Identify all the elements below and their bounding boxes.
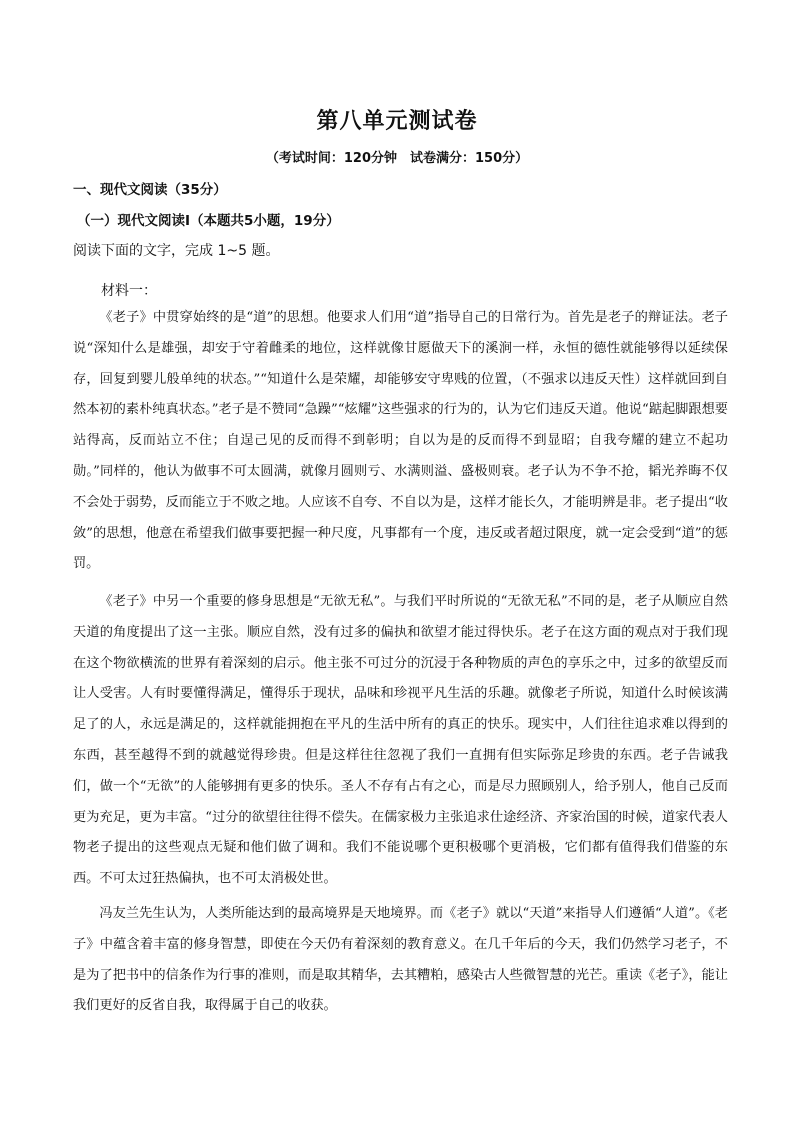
paragraph: 《老子》中贯穿始终的是“道”的思想。他要求人们用“道”指导自己的日常行为。首先是老子的辩证法。老子说“深知什么是雄强，却安于守着雌柔的地位，这样就像甘愿做天下的溪涧一样，永恒的德性就能够得以延续保存，回复到婴儿般单纯的状态。”“知道什么是荣耀，却能够安守卑贱的位置，（不强求以违反天性）这样就回到自然本初的素朴纯真状态。”老子是不赞同“急躁”“炫耀”这些强求的行为的，认为它们违反天道。他说“踮起脚跟想要站得高，反而站立不住；自逞己见的反而得不到彰明；自以为是的反而得不到显昭；自我夸耀的建立不起功勋。”同样的，他认为做事不可太圆满，就像月圆则亏、水满则溢、盛极则衰。老子认为不争不抢，韬光养晦不仅不会处于弱势，反而能立于不败之地。人应该不自夸、不自以为是，这样才能长久，才能明辨是非。老子提出“收敛”的思想，他意在希望我们做事要把握一种尺度，凡事都有一个度，违反或者超过限度，就一定会受到“道”的惩罚。 bbox=[73, 310, 728, 572]
section-heading: 一、现代文阅读（35分） bbox=[73, 182, 227, 198]
exam-info: （考试时间：120分钟 试卷满分：150分） bbox=[265, 151, 529, 166]
page-title: 第八单元测试卷 bbox=[316, 109, 478, 134]
subsection-heading: （一）现代文阅读Ⅰ（本题共5小题，19分） bbox=[77, 213, 340, 229]
reading-instruction: 阅读下面的文字，完成 1~5 题。 bbox=[73, 243, 280, 259]
paragraph: 《老子》中另一个重要的修身思想是“无欲无私”。与我们平时所说的“无欲无私”不同的是，老子从顺应自然天道的角度提出了这一主张。顺应自然，没有过多的偏执和欲望才能过得快乐。老子在这方面的观点对于我们现在这个物欲横流的世界有着深刻的启示。他主张不可过分的沉浸于各种物质的声色的享乐之中，过多的欲望反而让人受害。人有时要懂得满足，懂得乐于现状，品味和珍视平凡生活的乐趣。就像老子所说，知道什么时候该满足了的人，永远是满足的，这样就能拥抱在平凡的生活中所有的真正的快乐。现实中，人们往往追求难以得到的东西，甚至越得不到的就越觉得珍贵。但是这样往往忽视了我们一直拥有但实际弥足珍贵的东西。老子告诫我们，做一个“无欲”的人能够拥有更多的快乐。圣人不存有占有之心，而是尽力照顾别人，给予别人，他自己反而更为充足，更为丰富。“过分的欲望往往得不偿失。在儒家极力主张追求仕途经济、齐家治国的时候，道家代表人物老子提出的这些观点无疑和他们做了调和。我们不能说哪个更积极哪个更消极，它们都有值得我们借鉴的东西。不可太过狂热偏执，也不可太消极处世。 bbox=[73, 594, 728, 887]
material-label: 材料一： bbox=[101, 283, 157, 299]
paragraph: 冯友兰先生认为，人类所能达到的最高境界是天地境界。而《老子》就以“天道”来指导人们遵循“人道”。《老子》中蕴含着丰富的修身智慧，即使在今天仍有着深刻的教育意义。在几千年后的今天，我们仍然学习老子，不是为了把书中的信条作为行事的准则，而是取其精华，去其糟粕，感染古人些微智慧的光芒。重读《老子》，能让我们更好的反省自我，取得属于自己的收获。 bbox=[73, 906, 728, 1014]
